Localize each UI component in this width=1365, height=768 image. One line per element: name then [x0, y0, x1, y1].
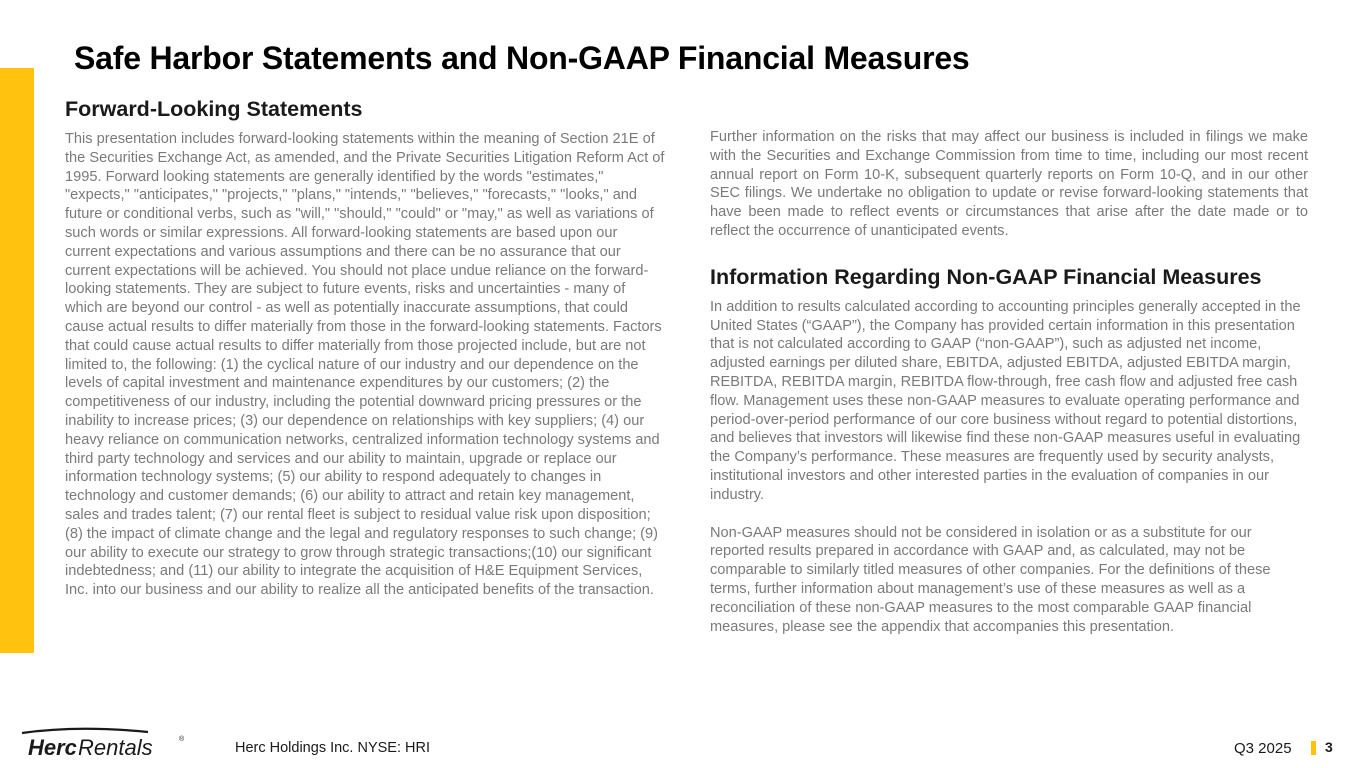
accent-bar	[0, 68, 34, 653]
non-gaap-heading: Information Regarding Non-GAAP Financial Measures	[710, 264, 1262, 289]
non-gaap-paragraph-2: Non-GAAP measures should not be considered in isolation or as a substitute for our reported results prepared in accordance with GAAP and, as calculated, may not be comparable to similarly titled measures of other companies. For the definitions of these terms, further information about management’s use of these measures as well as a reconciliation of these non-GAAP measures to the most comparable GAAP financial measures, please see the appendix that accompanies this presentation.	[710, 524, 1271, 635]
right-column	[710, 128, 1308, 636]
forward-looking-body: This presentation includes forward-looking statements within the meaning of Section 21E of the Securities Exchange Act, as amended, and the Private Securities Litigation Reform Act of 1995. Forward looking statements are generally identified by the words "estimates," "expects," "anticipates," "projects," "plans," "intends," "believes," "forecasts," "looks," and future or conditional verbs, such as "will," "should," "could" or "may," as well as variations of such words or similar expressions. All forward-looking statements are based upon our current expectations and various assumptions and there can be no assurance that our current expectations will be achieved. You should not place undue reliance on the forward-looking statements. They are subject to future events, risks and uncertainties - many of which are beyond our control - as well as potentially inaccurate assumptions, that could cause actual results to differ materially from those in the forward-looking statements. Factors that could cause actual results to differ materially from those projected include, but are not limited to, the following: (1) the cyclical nature of our industry and our dependence on the levels of capital investment and maintenance expenditures by our customers; (2) the competitiveness of our industry, including the potential downward pricing pressures or the inability to increase prices; (3) our dependence on relationships with key suppliers; (4) our heavy reliance on communication networks, centralized information technology systems and third party technology and services and our ability to maintain, upgrade or replace our information technology systems; (5) our ability to respond adequately to changes in technology and customer demands; (6) our ability to attract and retain key management, sales and trades talent; (7) our rental fleet is subject to residual value risk upon disposition; (8) the impact of climate change and the legal and regulatory responses to such change; (9) our ability to execute our strategy to grow through strategic transactions;(10) our significant indebtedness; and (11) our ability to integrate the acquisition of H&E Equipment Services, Inc. into our business and our ability to realize all the anticipated benefits of the transaction.	[65, 131, 665, 599]
further-information-paragraph: Further information on the risks that may affect our business is included in filings we make with the Securities and Exchange Commission from time to time, including our most recent annual report on Form 10-K, subsequent quarterly reports on Form 10-Q, and in our other SEC filings. We undertake no obligation to update or revise forward-looking statements that have been made to reflect events or circumstances that arise after the date made or to reflect the occurrence of unanticipated events.	[710, 129, 1308, 239]
herc-rentals-logo	[18, 727, 190, 761]
footer-company: Herc Holdings Inc. NYSE: HRI	[235, 740, 431, 756]
page-marker	[1311, 741, 1316, 755]
page-number: 3	[1325, 739, 1333, 755]
forward-looking-section	[65, 97, 665, 600]
logo-text-light: Rentals	[78, 735, 153, 760]
forward-looking-heading: Forward-Looking Statements	[65, 97, 363, 121]
non-gaap-paragraph-1: In addition to results calculated according to accounting principles generally accepted in the United States (“GAAP”), the Company has provided certain information in this presentation that is not calculated according to GAAP (“non-GAAP”), such as adjusted net income, adjusted earnings per diluted share, EBITDA, adjusted EBITDA, adjusted EBITDA margin, REBITDA, REBITDA margin, REBITDA flow-through, free cash flow and adjusted free cash flow. Management uses these non-GAAP measures to evaluate operating performance and period-over-period performance of our core business without regard to potential distortions, and believes that investors will likewise find these non-GAAP measures useful in evaluating the Company’s performance. These measures are frequently used by security analysts, institutional investors and other interested parties in the evaluation of companies in our industry.	[710, 298, 1301, 503]
page-title: Safe Harbor Statements and Non-GAAP Financial Measures	[74, 40, 970, 76]
registered-mark: ®	[179, 736, 185, 743]
logo-text-bold: Herc	[28, 735, 77, 760]
footer-quarter: Q3 2025	[1234, 740, 1292, 757]
